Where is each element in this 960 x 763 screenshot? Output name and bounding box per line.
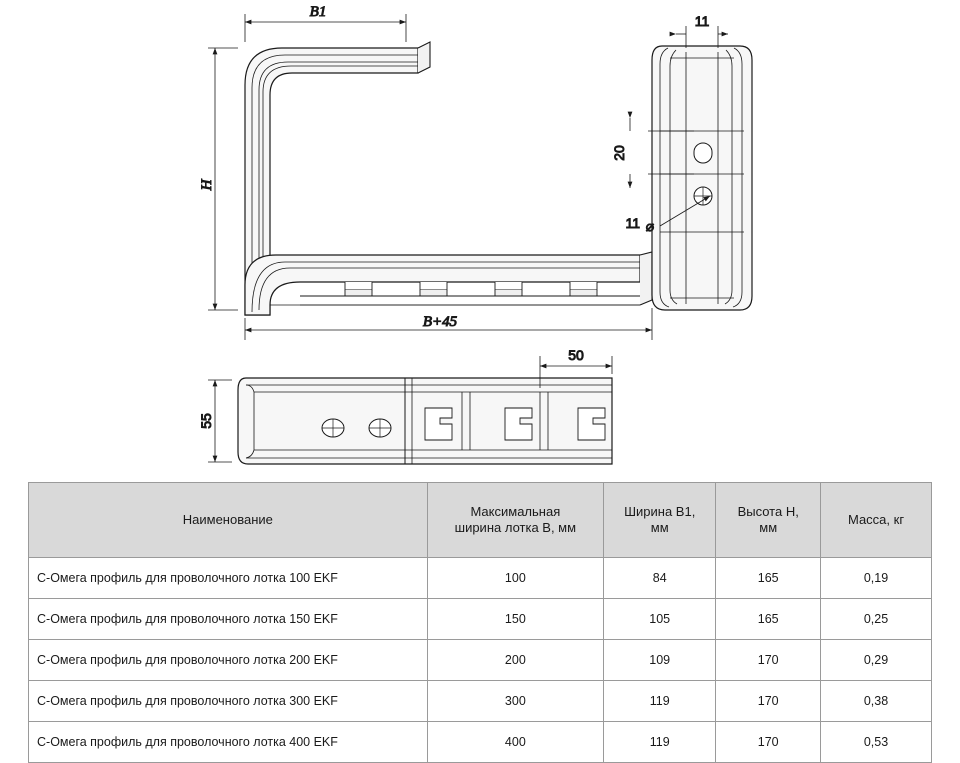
header-mass: Масса, кг xyxy=(821,483,932,558)
header-b1-line1: Ширина B1, xyxy=(624,503,696,519)
side-view-bracket xyxy=(245,42,655,315)
cell-h: 170 xyxy=(716,722,821,763)
table-header-row xyxy=(29,483,932,558)
cell-mass: 0,38 xyxy=(821,681,932,722)
header-h-line1: Высота H, xyxy=(737,503,799,519)
cell-h: 170 xyxy=(716,640,821,681)
header-max-width-line2: ширина лотка B, мм xyxy=(454,520,577,535)
label-50: 50 xyxy=(568,347,584,363)
cell-name: С-Омега профиль для проволочного лотка 400 EKF xyxy=(29,722,428,763)
header-h-line2: мм xyxy=(759,520,778,535)
header-max-width xyxy=(427,483,603,558)
header-h xyxy=(716,483,821,558)
cell-mass: 0,29 xyxy=(821,640,932,681)
label-11-hole: 11 xyxy=(625,215,640,231)
cell-max-width: 300 xyxy=(427,681,603,722)
cell-b1: 119 xyxy=(604,681,716,722)
label-20: 20 xyxy=(611,145,627,161)
label-b-plus-45: B+45 xyxy=(422,314,458,330)
label-b1: B1 xyxy=(309,4,327,20)
header-b1 xyxy=(604,483,716,558)
label-55: 55 xyxy=(198,413,214,429)
cell-mass: 0,53 xyxy=(821,722,932,763)
table-row xyxy=(29,558,932,599)
header-name: Наименование xyxy=(29,483,428,558)
cell-b1: 84 xyxy=(604,558,716,599)
cell-b1: 119 xyxy=(604,722,716,763)
cell-h: 170 xyxy=(716,681,821,722)
plan-view-bracket xyxy=(238,378,612,464)
table-row xyxy=(29,681,932,722)
label-11-top: 11 xyxy=(694,13,710,29)
cell-h: 165 xyxy=(716,599,821,640)
front-view-bracket xyxy=(652,46,752,310)
cell-max-width: 150 xyxy=(427,599,603,640)
diameter-symbol-icon: ⌀ xyxy=(645,218,655,234)
cell-name: С-Омега профиль для проволочного лотка 100 EKF xyxy=(29,558,428,599)
cell-b1: 109 xyxy=(604,640,716,681)
label-h: H xyxy=(199,179,215,191)
cell-b1: 105 xyxy=(604,599,716,640)
table-row xyxy=(29,640,932,681)
cell-name: С-Омега профиль для проволочного лотка 200 EKF xyxy=(29,640,428,681)
cell-max-width: 100 xyxy=(427,558,603,599)
specification-table xyxy=(28,482,932,763)
cell-name: С-Омега профиль для проволочного лотка 300 EKF xyxy=(29,681,428,722)
cell-mass: 0,25 xyxy=(821,599,932,640)
header-b1-line2: мм xyxy=(650,520,669,535)
cell-name: С-Омега профиль для проволочного лотка 150 EKF xyxy=(29,599,428,640)
cell-mass: 0,19 xyxy=(821,558,932,599)
header-max-width-line1: Максимальная xyxy=(470,503,561,519)
table-row xyxy=(29,722,932,763)
cell-h: 165 xyxy=(716,558,821,599)
cell-max-width: 200 xyxy=(427,640,603,681)
dimension-h xyxy=(208,48,238,310)
cell-max-width: 400 xyxy=(427,722,603,763)
table-row xyxy=(29,599,932,640)
dimension-11-top xyxy=(676,26,728,48)
